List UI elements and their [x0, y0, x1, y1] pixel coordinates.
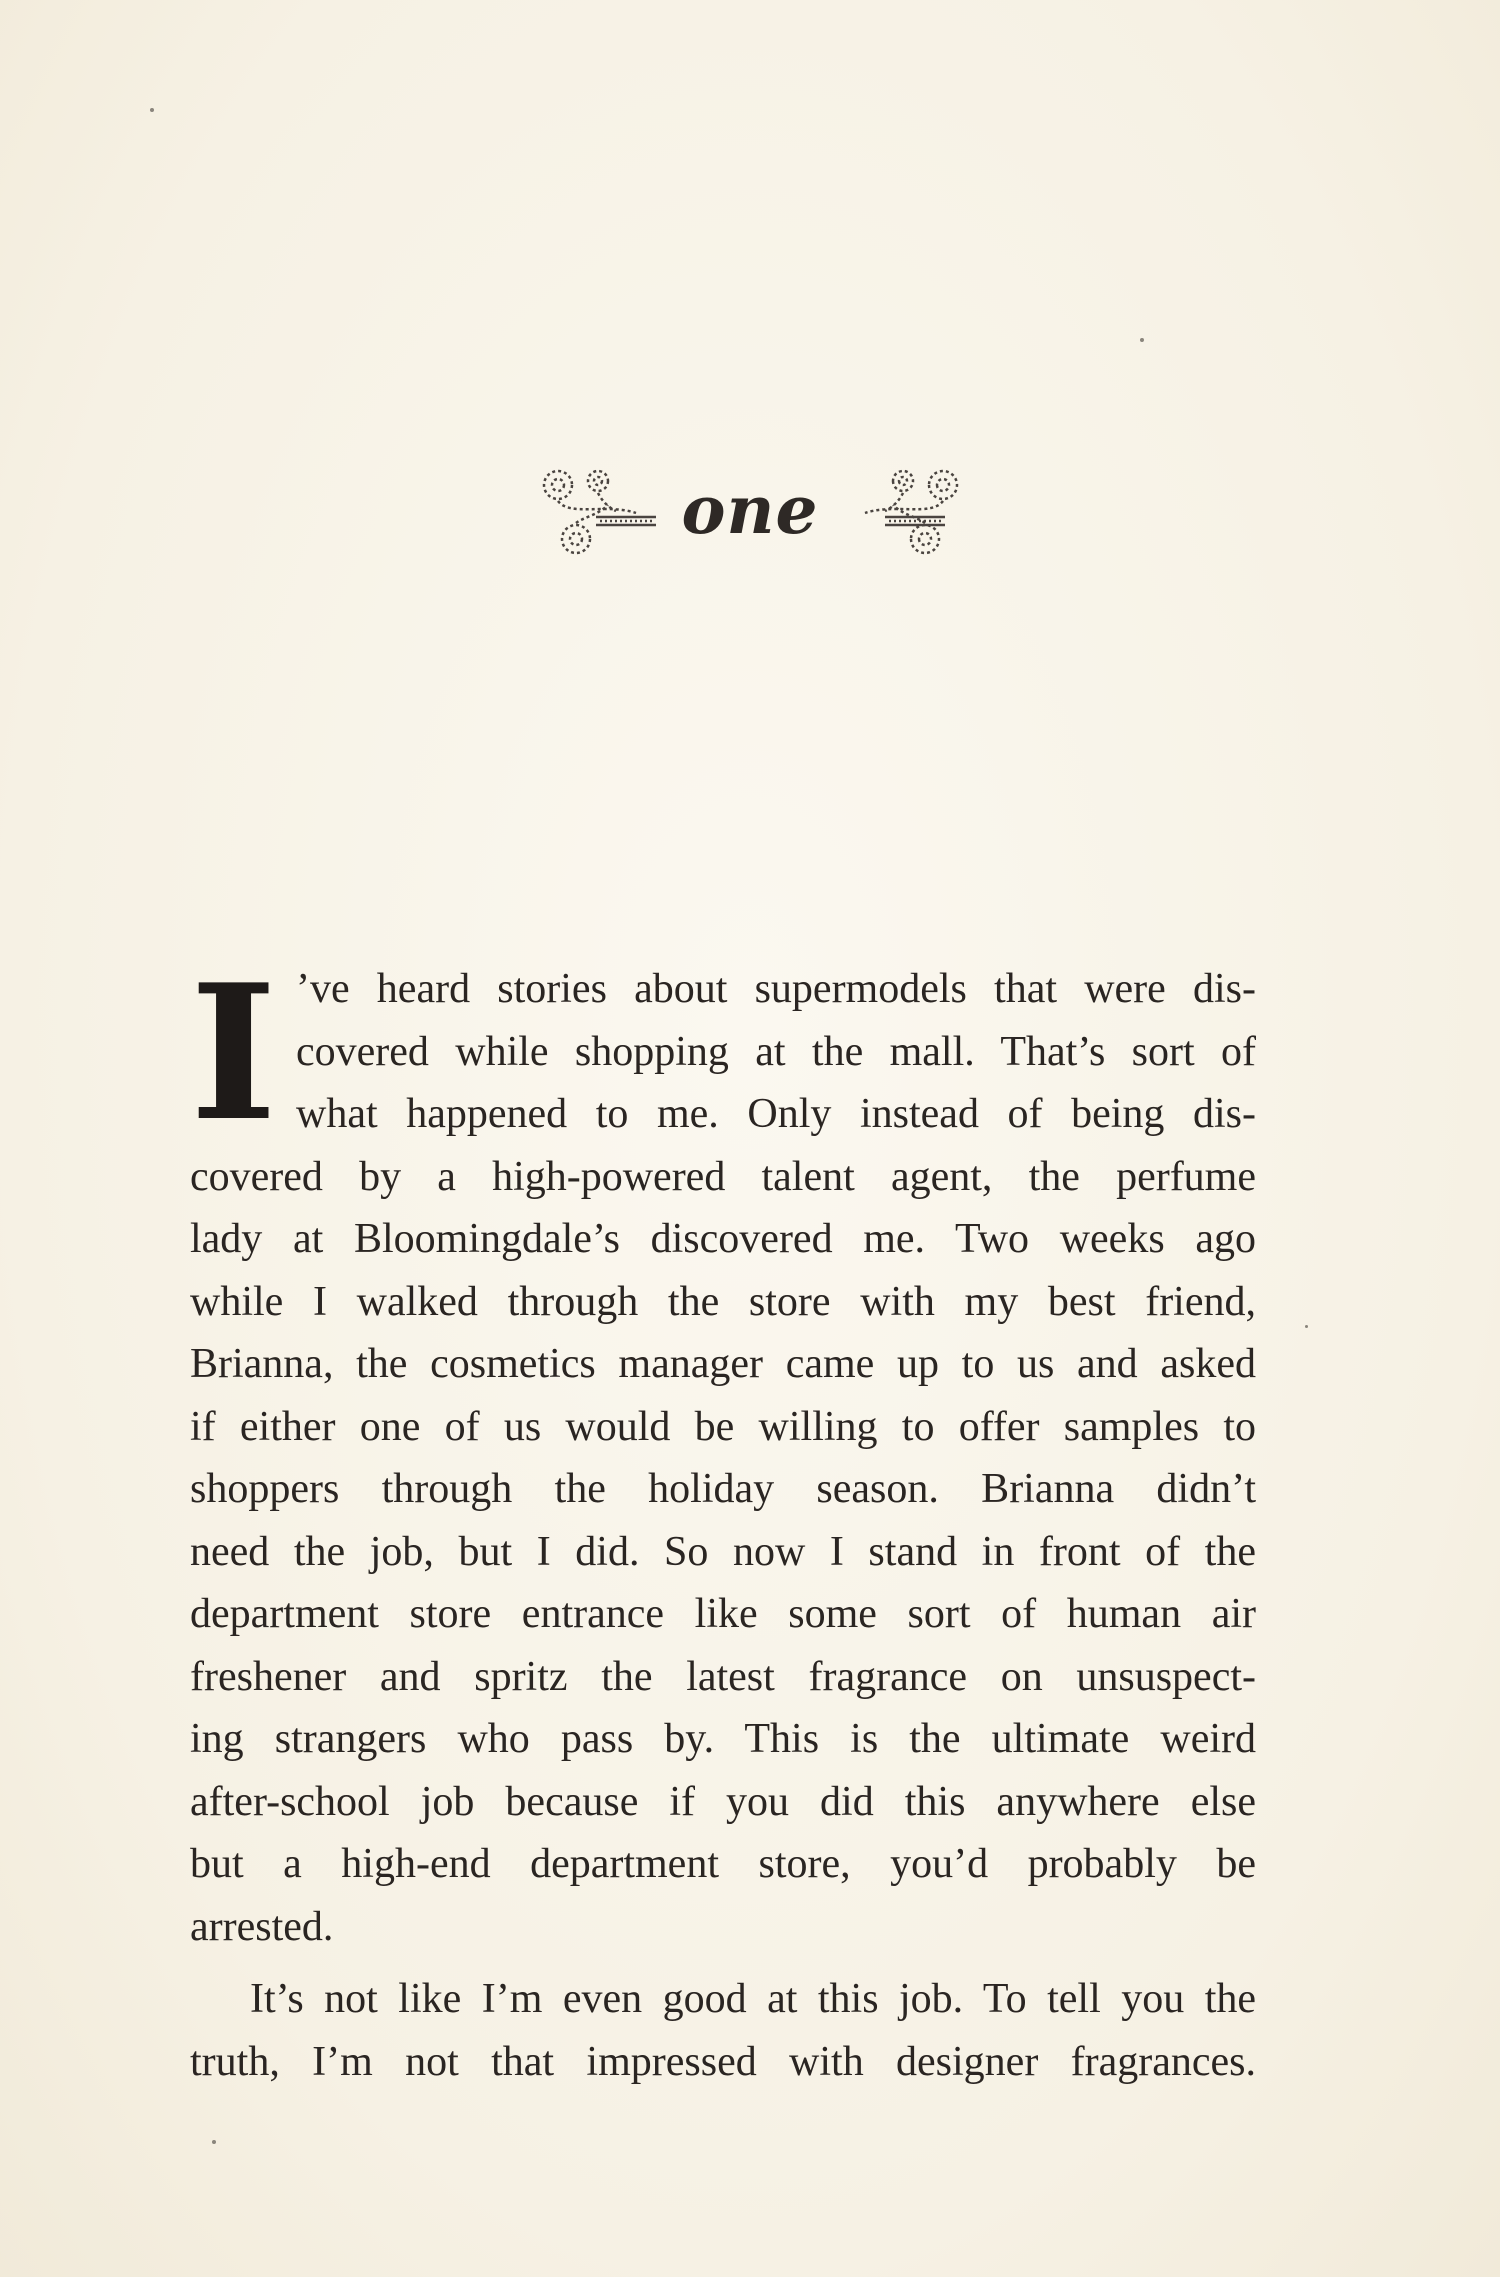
- swirl-flourish-icon: [825, 455, 965, 565]
- text-line: It’s not like I’m even good at this job. To tell you the: [250, 1976, 1256, 2022]
- paper-speck: [150, 108, 154, 112]
- text-line: Brianna, the cosmetics manager came up to us and asked: [190, 1341, 1256, 1387]
- text-line: covered by a high-powered talent agent, the perfume: [190, 1153, 1256, 1200]
- text-line: shoppers through the holiday season. Brianna didn’t: [190, 1466, 1256, 1512]
- text-line: after-school job because if you did this anywhere else: [190, 1778, 1256, 1825]
- text-line: freshener and spritz the latest fragrance on unsuspect-: [190, 1653, 1256, 1700]
- text-line: ’ve heard stories about supermodels that were dis-: [296, 966, 1256, 1012]
- chapter-body: [190, 943, 1256, 2093]
- drop-cap: I: [190, 943, 278, 1162]
- paragraph-2: [190, 1968, 1256, 2093]
- text-line: covered while shopping at the mall. That’s sort of: [296, 1028, 1256, 1075]
- text-line: department store entrance like some sort of human air: [190, 1591, 1256, 1637]
- text-line: lady at Bloomingdale’s discovered me. Two weeks ago: [190, 1216, 1256, 1262]
- text-line: ing strangers who pass by. This is the ultimate weird: [190, 1716, 1256, 1762]
- text-line: truth, I’m not that impressed with designer fragrances.: [190, 2038, 1256, 2085]
- paper-speck: [212, 2140, 216, 2144]
- paragraph-1: [190, 943, 1256, 1958]
- paper-speck: [1305, 1325, 1308, 1328]
- text-line: but a high-end department store, you’d probably be: [190, 1841, 1256, 1887]
- text-line: need the job, but I did. So now I stand in front of the: [190, 1528, 1256, 1575]
- swirl-flourish-icon: [536, 455, 676, 565]
- text-line: while I walked through the store with my best friend,: [190, 1278, 1256, 1325]
- text-line: what happened to me. Only instead of being dis-: [296, 1091, 1256, 1137]
- chapter-title: one: [681, 471, 819, 549]
- text-line: arrested.: [190, 1903, 334, 1950]
- paper-speck: [1140, 338, 1144, 342]
- chapter-heading: [0, 440, 1500, 580]
- text-line: if either one of us would be willing to offer samples to: [190, 1403, 1256, 1450]
